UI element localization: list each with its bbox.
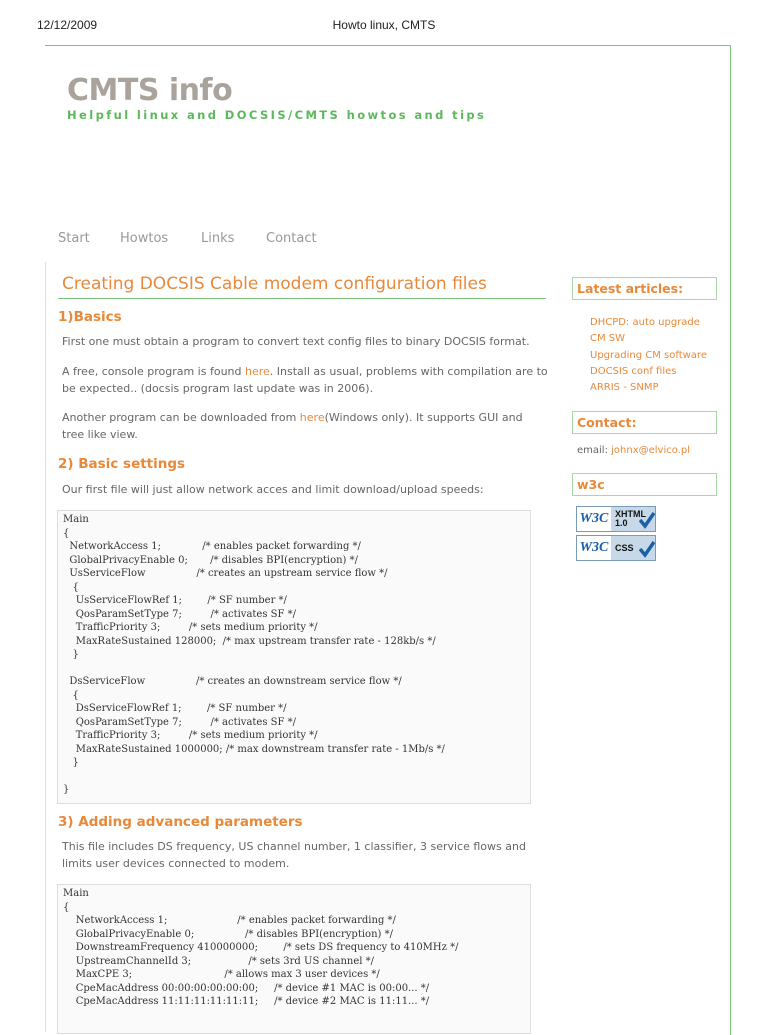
print-title: Howto linux, CMTS [332, 18, 436, 32]
site-title[interactable]: CMTS info [67, 73, 233, 108]
badge-text [611, 544, 639, 553]
nav-start[interactable]: Start [58, 231, 90, 246]
list-item [590, 364, 707, 380]
contact-email-link[interactable]: johnx@elvico.pl [611, 445, 691, 456]
w3c-logo-icon: W3C [577, 507, 611, 531]
basics-p3-text-after: (Windows only). It supports GUI and tree like view. [62, 411, 523, 441]
badge-line-1: XHTML [615, 509, 646, 519]
advanced-intro: This file includes DS frequency, US channel number, 1 classifier, 3 service flows and limits user devices connected to modem. [62, 840, 526, 870]
section-heading-basics: 1)Basics [58, 309, 122, 325]
basics-p2-text-before: A free, console program is found [62, 365, 245, 378]
advanced-config-code-block: Main { NetworkAccess 1; /* enables packet forwarding */ GlobalPrivacyEnable 0; /* disables BPI(encryption) */ DownstreamFrequency 410000000; /* sets DS frequency to 410MHz */ UpstreamChannelId 3; /* sets 3rd US channel */ MaxCPE 3; /* allows max 3 user devices */ CpeMacAddress 00:00:00:00:00:00; /* device #1 MAC is 00:00... */ CpeMacAddress 11:11:11:11:11:11; /* device #2 MAC is 11:11... */ [57, 884, 531, 1034]
badge-text [611, 509, 646, 528]
list-item [590, 380, 707, 396]
contact-email-line [577, 445, 690, 456]
content-left-border [45, 262, 46, 1032]
xhtml-valid-badge[interactable] [576, 506, 656, 532]
section-heading-basic-settings: 2) Basic settings [58, 456, 186, 472]
print-date: 12/12/2009 [37, 18, 98, 32]
latest-article-link[interactable]: DOCSIS conf files [590, 365, 677, 377]
latest-articles-list [590, 315, 707, 396]
basic-config-code-block: Main { NetworkAccess 1; /* enables packet forwarding */ GlobalPrivacyEnable 0; /* disables BPI(encryption) */ UsServiceFlow /* creates an upstream service flow */ { UsServiceFlowRef 1; /* SF number */ QosParamSetType 7; /* activates SF */ TrafficPriority 3; /* sets medium priority */ MaxRateSustained 128000; /* max upstream transfer rate - 128kb/s */ } DsServiceFlow /* creates an downstream service flow */ { DsServiceFlowRef 1; /* SF number */ QosParamSetType 7; /* activates SF */ TrafficPriority 3; /* sets medium priority */ MaxRateSustained 1000000; /* max downstream transfer rate - 1Mb/s */ } } [57, 510, 531, 804]
latest-article-link[interactable]: DHCPD: auto upgrade [590, 317, 700, 328]
nav-links[interactable]: Links [201, 231, 235, 246]
latest-article-link[interactable]: ARRIS - SNMP [590, 382, 659, 394]
basics-p3-text-before: Another program can be downloaded from [62, 411, 300, 424]
print-header [0, 18, 768, 34]
list-item [590, 331, 707, 347]
basics-paragraph-3 [62, 410, 548, 443]
frame-top-border [45, 45, 731, 46]
badge-line-1: CSS [615, 542, 634, 553]
latest-articles-heading: Latest articles: [572, 277, 717, 300]
w3c-logo-icon: W3C [577, 536, 611, 560]
checkmark-icon [639, 509, 655, 529]
w3c-heading: w3c [572, 473, 717, 496]
list-item [590, 315, 707, 331]
contact-heading: Contact: [572, 411, 717, 434]
basics-p2-text-after: . Install as usual, problems with compilation are to be expected.. (docsis program last update was in 2006). [62, 365, 548, 395]
latest-article-link[interactable]: Upgrading CM software [590, 349, 707, 361]
article-title: Creating DOCSIS Cable modem configuration files [62, 274, 487, 294]
basic-settings-intro: Our first file will just allow network acces and limit download/upload speeds: [62, 483, 484, 496]
basics-paragraph-2 [62, 364, 548, 397]
section-heading-advanced: 3) Adding advanced parameters [58, 814, 303, 830]
nav-howtos[interactable]: Howtos [120, 231, 169, 246]
nav-contact[interactable]: Contact [266, 231, 317, 246]
list-item [590, 348, 707, 364]
badge-line-2: 1.0 [615, 518, 628, 528]
email-label: email: [577, 445, 612, 456]
article-title-rule [58, 298, 546, 299]
windows-program-link[interactable]: here [299, 411, 325, 424]
site-tagline: Helpful linux and DOCSIS/CMTS howtos and tips [67, 108, 487, 122]
basics-paragraph-1: First one must obtain a program to convert text config files to binary DOCSIS format. [62, 335, 530, 348]
docsis-program-link[interactable]: here [245, 365, 270, 378]
frame-right-border [730, 45, 731, 1035]
css-valid-badge[interactable] [576, 535, 656, 561]
checkmark-icon [639, 538, 655, 558]
latest-article-link[interactable]: CM SW [590, 333, 626, 345]
